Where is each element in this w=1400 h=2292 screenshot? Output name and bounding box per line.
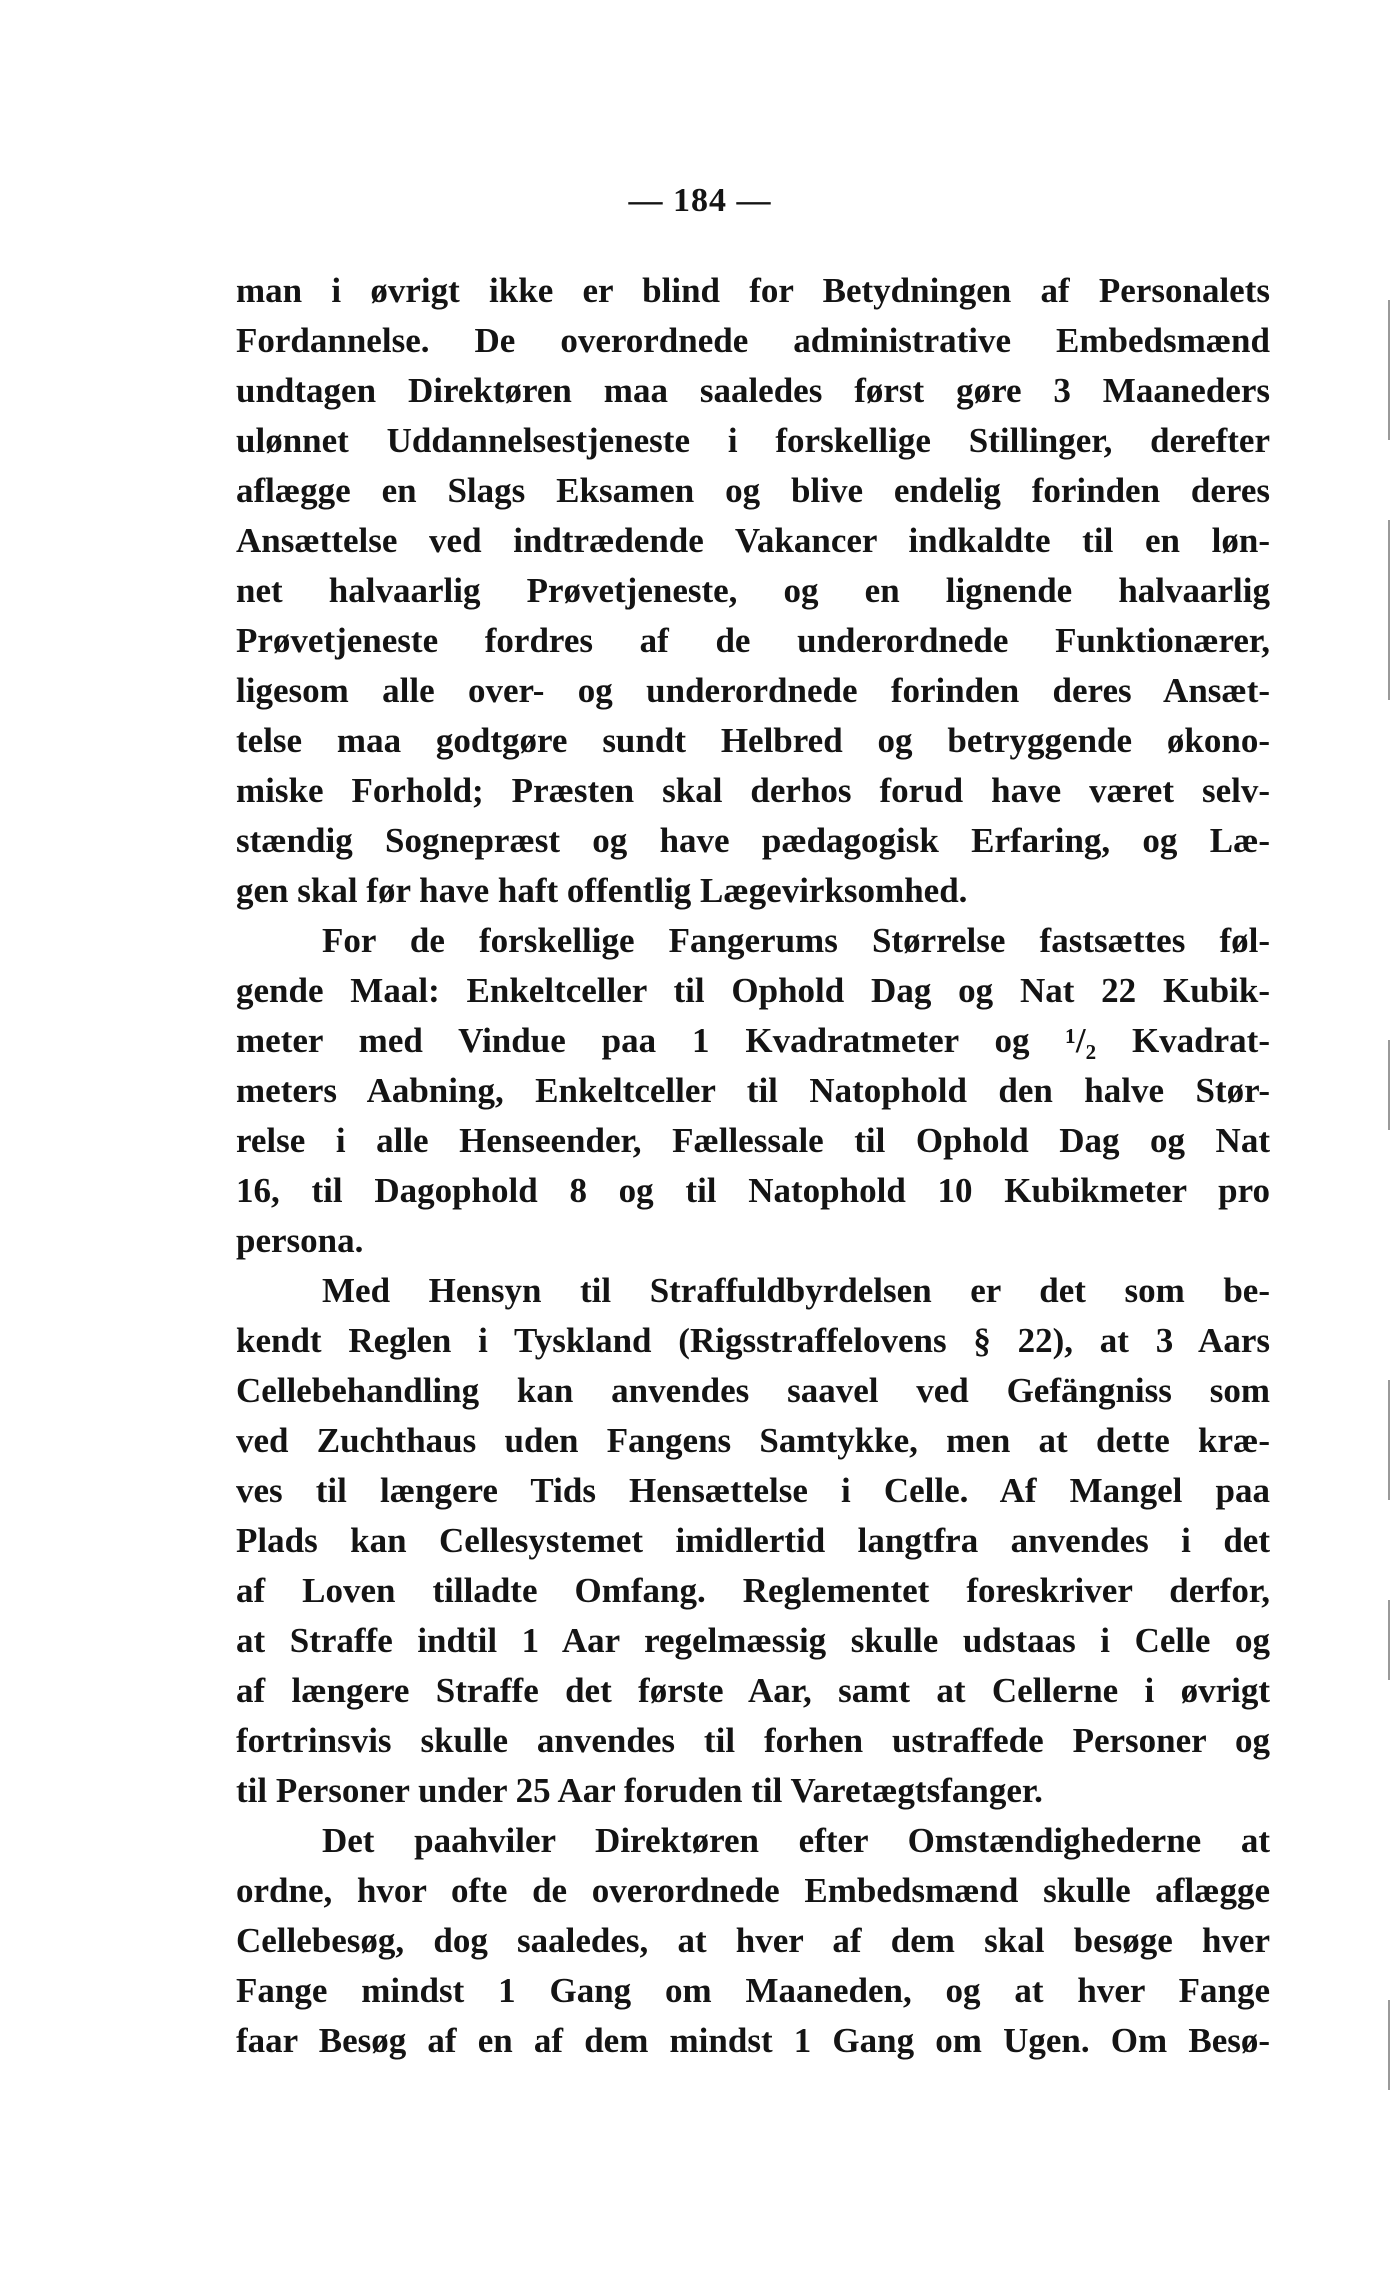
text-line: Plads kan Cellesystemet imidlertid langtfra anvendes i det (236, 1521, 1270, 1560)
text-line: meter med Vindue paa 1 Kvadratmeter og ¹/₂ Kvadrat- (236, 1021, 1270, 1060)
text-line: ves til længere Tids Hensættelse i Celle. Af Mangel paa (236, 1471, 1270, 1510)
text-line: kendt Reglen i Tyskland (Rigsstraffelovens § 22), at 3 Aars (236, 1321, 1270, 1360)
text-line: Prøvetjeneste fordres af de underordnede Funktionærer, (236, 621, 1270, 660)
text-line: faar Besøg af en af dem mindst 1 Gang om Ugen. Om Besø- (236, 2021, 1270, 2060)
text-line: Ansættelse ved indtrædende Vakancer indkaldte til en løn- (236, 521, 1270, 560)
scan-edge-mark (1388, 1600, 1390, 1680)
text-line: gende Maal: Enkeltceller til Ophold Dag og Nat 22 Kubik- (236, 971, 1270, 1010)
text-line: stændig Sognepræst og have pædagogisk Erfaring, og Læ- (236, 821, 1270, 860)
text-line: Fordannelse. De overordnede administrative Embedsmænd (236, 321, 1270, 360)
text-line: man i øvrigt ikke er blind for Betydningen af Personalets (236, 271, 1270, 310)
text-line: undtagen Direktøren maa saaledes først gøre 3 Maaneders (236, 371, 1270, 410)
text-line: fortrinsvis skulle anvendes til forhen ustraffede Personer og (236, 1721, 1270, 1760)
text-line: ordne, hvor ofte de overordnede Embedsmænd skulle aflægge (236, 1871, 1270, 1910)
text-line: til Personer under 25 Aar foruden til Varetægtsfanger. (236, 1771, 1043, 1810)
text-line: Cellebesøg, dog saaledes, at hver af dem skal besøge hver (236, 1921, 1270, 1960)
scan-edge-mark (1388, 1380, 1390, 1500)
text-line: relse i alle Henseender, Fællessale til Ophold Dag og Nat (236, 1121, 1270, 1160)
text-line: af Loven tilladte Omfang. Reglementet foreskriver derfor, (236, 1571, 1270, 1610)
text-line: af længere Straffe det første Aar, samt at Cellerne i øvrigt (236, 1671, 1270, 1710)
text-line: ved Zuchthaus uden Fangens Samtykke, men at dette kræ- (236, 1421, 1270, 1460)
scan-edge-mark (1388, 1040, 1390, 1130)
paragraph-start-line: Det paahviler Direktøren efter Omstændighederne at (322, 1821, 1270, 1860)
text-line: Fange mindst 1 Gang om Maaneden, og at hver Fange (236, 1971, 1270, 2010)
scan-edge-mark (1388, 300, 1390, 440)
text-line: net halvaarlig Prøvetjeneste, og en lignende halvaarlig (236, 571, 1270, 610)
scan-edge-mark (1388, 520, 1390, 700)
text-line: meters Aabning, Enkeltceller til Natophold den halve Stør- (236, 1071, 1270, 1110)
text-line: telse maa godtgøre sundt Helbred og betryggende økono- (236, 721, 1270, 760)
text-line: ulønnet Uddannelsestjeneste i forskellige Stillinger, derefter (236, 421, 1270, 460)
text-line: gen skal før have haft offentlig Lægevirksomhed. (236, 871, 968, 910)
text-line: persona. (236, 1221, 364, 1260)
body-text (236, 266, 1270, 2066)
text-line: 16, til Dagophold 8 og til Natophold 10 Kubikmeter pro (236, 1171, 1270, 1210)
text-line: aflægge en Slags Eksamen og blive endelig forinden deres (236, 471, 1270, 510)
text-line: ligesom alle over- og underordnede forinden deres Ansæt- (236, 671, 1270, 710)
text-line: at Straffe indtil 1 Aar regelmæssig skulle udstaas i Celle og (236, 1621, 1270, 1660)
paragraph-start-line: For de forskellige Fangerums Størrelse fastsættes føl- (322, 921, 1270, 960)
scan-edge-mark (1388, 2000, 1390, 2090)
text-line: Cellebehandling kan anvendes saavel ved Gefängniss som (236, 1371, 1270, 1410)
text-line: miske Forhold; Præsten skal derhos forud have været selv- (236, 771, 1270, 810)
paragraph-start-line: Med Hensyn til Straffuldbyrdelsen er det som be- (322, 1271, 1270, 1310)
page-number: — 184 — (628, 182, 772, 219)
